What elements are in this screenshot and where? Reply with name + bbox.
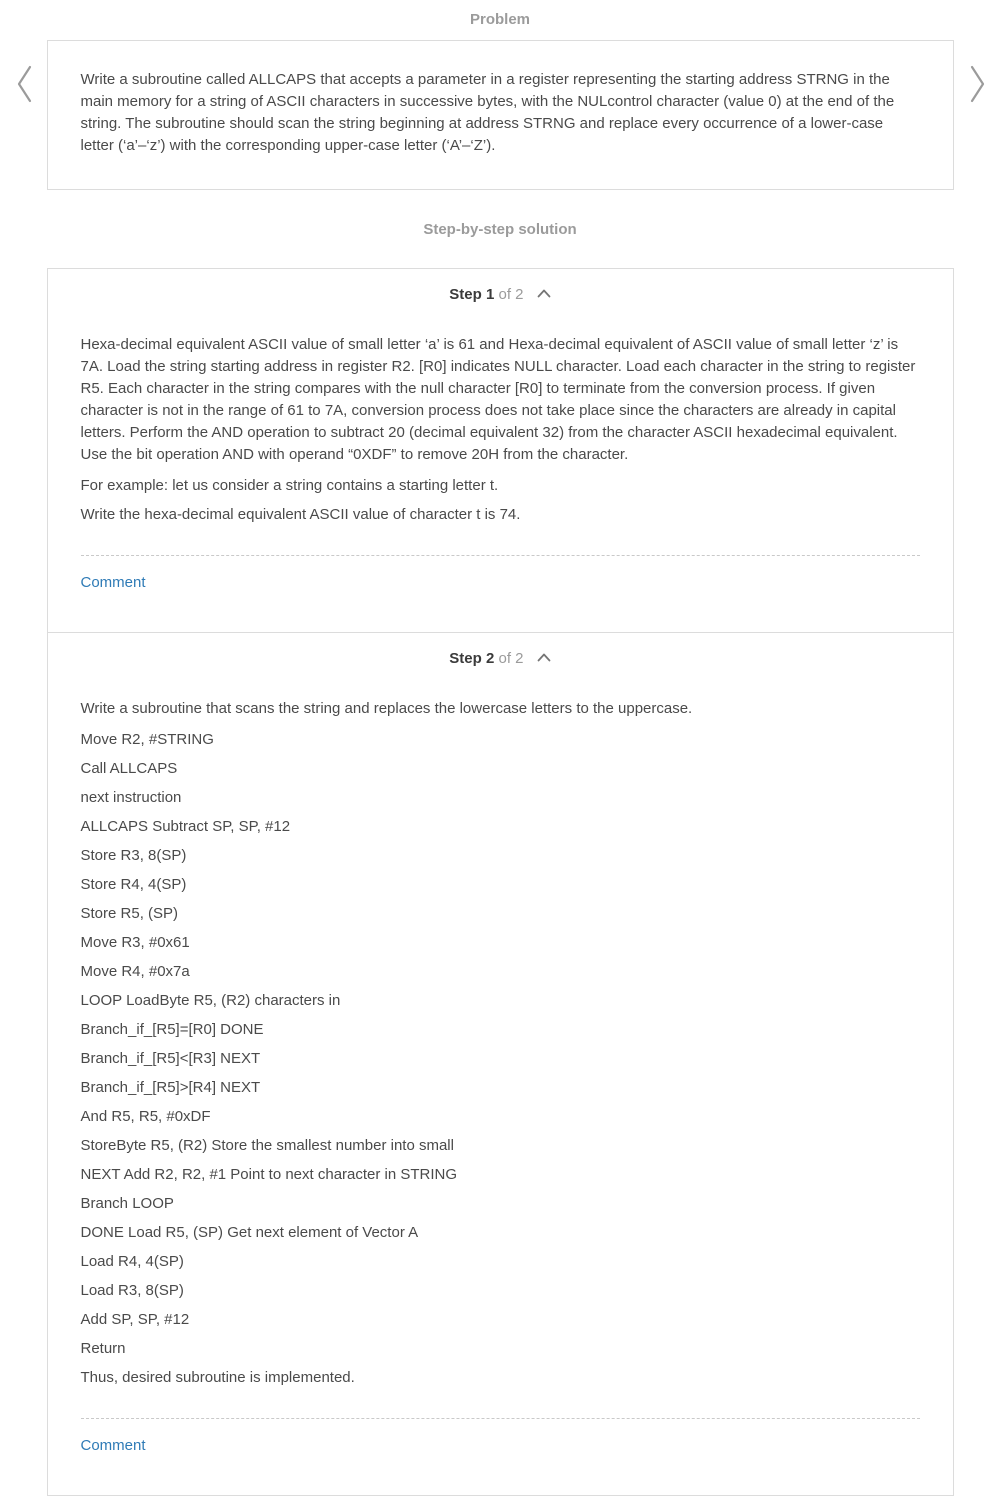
text-line: Branch_if_[R5]>[R4] NEXT bbox=[80, 1079, 261, 1096]
text-line: Store R5, (SP) bbox=[80, 905, 179, 922]
step-2-header[interactable] bbox=[81, 649, 920, 668]
text-line: Branch_if_[R5]<[R3] NEXT bbox=[80, 1050, 261, 1067]
text-line: Move R2, #STRING bbox=[80, 731, 214, 748]
prev-problem-button[interactable] bbox=[8, 60, 42, 108]
text-line: NEXT Add R2, R2, #1 Point to next character in STRING bbox=[80, 1166, 458, 1183]
problem-text: Write a subroutine called ALLCAPS that accepts a parameter in a register representing the starting address STRNG in the main memory for a string of ASCII characters in successive bytes, with the NULcontrol character (value 0) at the end of the string. The subroutine should scan the string beginning at address STRNG and replace every occurrence of a lower-case letter (‘a’–‘z’) with the corresponding upper-case letter (‘A’–‘Z’). bbox=[80, 71, 895, 154]
text-line: Move R4, #0x7a bbox=[80, 963, 190, 980]
step-1-body bbox=[81, 334, 920, 525]
text-line: Load R4, 4(SP) bbox=[80, 1253, 184, 1270]
solution-section-title: Step-by-step solution bbox=[423, 221, 577, 238]
problem-card bbox=[47, 40, 954, 190]
step-2-label: Step 2 bbox=[449, 650, 495, 667]
text-line: Call ALLCAPS bbox=[80, 760, 178, 777]
text-line: Store R3, 8(SP) bbox=[80, 847, 187, 864]
chevron-left-icon bbox=[15, 63, 35, 105]
text-line: ALLCAPS Subtract SP, SP, #12 bbox=[80, 818, 291, 835]
chevron-right-icon bbox=[967, 63, 987, 105]
text-line: Branch LOOP bbox=[80, 1195, 174, 1212]
divider bbox=[81, 1418, 920, 1419]
text-line: Move R3, #0x61 bbox=[80, 934, 190, 951]
divider bbox=[81, 555, 920, 556]
text-line: Hexa-decimal equivalent ASCII value of small letter ‘a’ is 61 and Hexa-decimal equivalent of ASCII value of small letter ‘z’ is 7A. Load the string starting address in register R2. [R0] indicates NULL character. Load each character in the string to register R5. Each character in the string compares with the null character [R0] to terminate from the conversion process. If given character is not in the range of 61 to 7A, conversion process does not take place since the characters are already in capital letters. Perform the AND operation to subtract 20 (decimal equivalent 32) from the character ASCII hexadecimal equivalent. Use the bit operation AND with operand “0XDF” to remove 20H from the character. bbox=[80, 336, 916, 463]
text-line: LOOP LoadByte R5, (R2) characters in bbox=[80, 992, 341, 1009]
step-1-of-label: of 2 bbox=[498, 286, 524, 303]
step-2-card bbox=[47, 633, 954, 1496]
text-line: Thus, desired subroutine is implemented. bbox=[80, 1369, 355, 1386]
text-line: DONE Load R5, (SP) Get next element of Vector A bbox=[80, 1224, 419, 1241]
step-2-body bbox=[81, 698, 920, 1388]
text-line: Write a subroutine that scans the string and replaces the lowercase letters to the uppercase. bbox=[80, 700, 693, 717]
text-line: StoreByte R5, (R2) Store the smallest number into small bbox=[80, 1137, 454, 1154]
next-problem-button[interactable] bbox=[960, 60, 994, 108]
problem-section-title: Problem bbox=[469, 11, 530, 28]
text-line: Add SP, SP, #12 bbox=[80, 1311, 190, 1328]
text-line: next instruction bbox=[80, 789, 182, 806]
text-line: Return bbox=[80, 1340, 126, 1357]
step-2-of-label: of 2 bbox=[498, 650, 524, 667]
chevron-up-icon[interactable] bbox=[537, 649, 551, 667]
comment-link[interactable]: Comment bbox=[80, 1437, 146, 1454]
step-1-card bbox=[47, 268, 954, 633]
text-line: Write the hexa-decimal equivalent ASCII value of character t is 74. bbox=[80, 506, 521, 523]
chevron-up-icon[interactable] bbox=[537, 285, 551, 303]
comment-link[interactable]: Comment bbox=[80, 574, 146, 591]
text-line: Load R3, 8(SP) bbox=[80, 1282, 184, 1299]
text-line: And R5, R5, #0xDF bbox=[80, 1108, 211, 1125]
text-line: Store R4, 4(SP) bbox=[80, 876, 187, 893]
step-1-label: Step 1 bbox=[449, 286, 495, 303]
step-1-header[interactable] bbox=[81, 285, 920, 304]
text-line: For example: let us consider a string contains a starting letter t. bbox=[80, 477, 499, 494]
text-line: Branch_if_[R5]=[R0] DONE bbox=[80, 1021, 264, 1038]
